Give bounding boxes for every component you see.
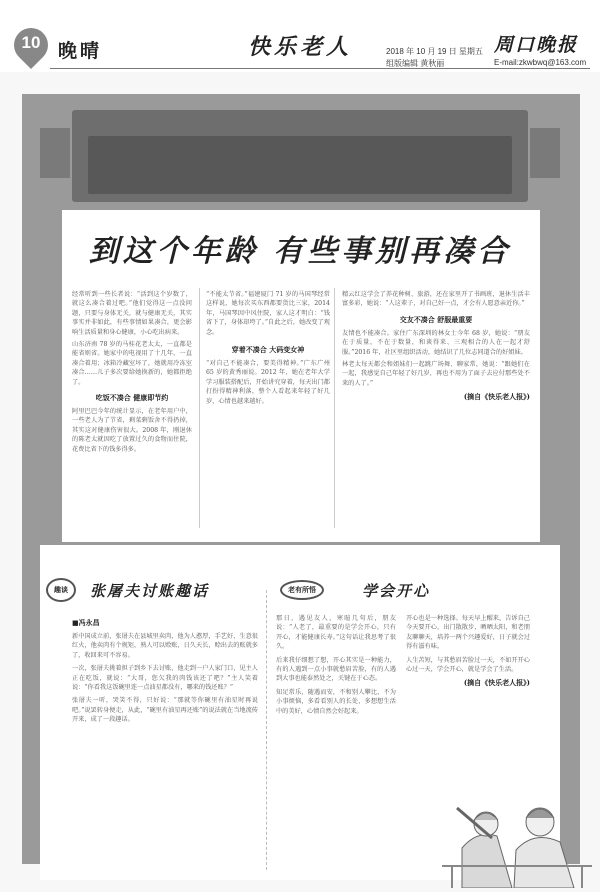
article3-badge: 老有所悟 [280, 580, 324, 600]
paragraph: 人生苦短，与其愁眉苦脸过一天，不如开开心心过一天，学会开心，就是学会了生活。 [406, 656, 530, 674]
paragraph: 阿里巴巴今年的统计显示，在老年用户中，一些老人为了节省，剩菜剩饭舍不得扔掉，其实这对健康伤害很大。2008 年，刚退休的陈老太就因吃了放置过久的食物而住院，花费比省下的钱多得多。 [72, 408, 192, 453]
source-credit: (摘自《快乐老人报》) [463, 392, 530, 402]
paragraph: 新中国成立前，张屠夫在县城里卖肉，他为人憨厚，手艺好，生意很红火，他卖肉有个规矩，熟人可以赊账，日久天长，赊出去的账就多了，收回来可不容易。 [72, 633, 258, 659]
paragraph: 张屠夫一听，哭笑不得，只好说：“那就等你碗里有油星时再说吧。”说罢转身便走，从此，“碗里有油星再还账”的说法就在当地流传开来，成了一段趣话。 [72, 697, 258, 724]
editor-credit: 组版编辑 黄秋丽 [386, 59, 445, 68]
paragraph: 一次，张屠夫挑着担子到乡下去讨账，他走到一户人家门口，见主人正在吃饭，就说：“大哥，您欠我的肉钱该还了吧？”主人笑着说：“你看我这饭碗里连一点油星都没有，哪来的钱还账？” [72, 665, 258, 692]
source-credit: (摘自《快乐老人报》) [463, 678, 530, 688]
article1-column-3 [342, 290, 530, 402]
dateline: 2018 年 10 月 19 日 星期五 [386, 47, 483, 56]
paragraph: 友情也不能凑合。家住广东深圳的林女士今年 68 岁，她说：“朋友在于质量，不在于数量，和谈得来、三观相合的人在一起才舒服。”2016 年，社区里组织活动，她结识了几位志同道合的好姐妹。 [342, 329, 530, 356]
article3-column-1 [276, 614, 396, 716]
headline: 到这个年龄 有些事别再凑合 [88, 234, 512, 269]
subheading: 穿着不凑合 大码变女神 [231, 345, 305, 355]
column-title: 快乐老人 [248, 34, 353, 60]
elderly-couple-illustration [442, 738, 592, 888]
article3-column-2 [406, 614, 530, 688]
newspaper-logo: 周口晚报 [494, 34, 579, 56]
subheading: 交友不凑合 舒服最重要 [399, 314, 473, 324]
article2-body [72, 632, 258, 725]
column-divider [266, 590, 267, 870]
paragraph: 精云红这学会了养花种树、旅游，还在家里开了书画班，退休生活丰富多彩，她说：“人这辈子，对自己好一点，才会有人愿意亲近你。” [342, 291, 530, 308]
article2-author: ■冯永昌 [72, 618, 100, 627]
clip-right-edge [530, 128, 560, 178]
contact-email: E-mail:zkwbwq@163.com [494, 58, 587, 67]
paragraph: 山东济南 78 岁的马桂花老太太，一直都是能省则省。她家中的电视用了十几年，一直凑合着用；冰箱冷藏室坏了，她就用冷冻室凑合……儿子多次要给她换新的，她都拒绝了。 [72, 341, 192, 386]
paragraph: “不能太节省。”福建厦门 71 岁的马国琴经常这样说，她每次买东西都要货比三家，2014 年，马国琴因中风住院，家人这才明白：“钱省下了，身体却垮了。”自此之后，她改变了观念。 [206, 291, 330, 336]
paragraph: 开心也是一种选择。每天早上醒来，告诉自己今天要开心，出门散散步、晒晒太阳，和老朋友聊聊天，培养一两个兴趣爱好，日子就会过得有滋有味。 [406, 615, 530, 651]
section-title: 晚晴 [58, 40, 103, 62]
paragraph: “对自己不能凑合，要美得精神。”广东广州 65 岁的黄秀丽说。2012 年，她在老年大学学习服装搭配后，开始讲究穿着，每天出门都打扮得精神利落，整个人看起来年轻了好几岁，心情也越来越好。 [206, 360, 330, 405]
paragraph: 后来我仔细想了想，开心其实是一种能力，有的人遇到一点小事就愁眉苦脸，有的人遇到大事也能泰然处之，关键在于心态。 [276, 656, 396, 683]
article1-column-2 [206, 290, 330, 406]
article1-column-1 [72, 290, 192, 454]
header-rule [50, 68, 590, 69]
article2-title: 张屠夫讨账趣话 [90, 582, 210, 600]
column-divider [334, 288, 335, 528]
paragraph: 知足常乐，随遇而安，不和别人攀比，不为小事烦恼，多看看别人的长处，多想想生活中的美好，心情自然会好起来。 [276, 688, 396, 715]
article3-title: 学会开心 [362, 582, 431, 600]
subheading: 吃饭不凑合 健康即节约 [95, 393, 169, 403]
paragraph: 经常听到一些长者说：“活到这个岁数了，就这么凑合着过吧。”他们觉得这一点没问题，只要与身体无关，就与健康无关，其实事实并非如此，有些事情如果凑合，更会影响生活质量和身心健康，小心吃出病来。 [72, 291, 192, 336]
paragraph: 那日，遇见友人，寒暄几句后，朋友说：“人老了，最重要的是学会开心，只有开心，才能健康长寿。”这句话让我思考了很久。 [276, 615, 396, 651]
article2-badge: 趣谈 [46, 578, 76, 602]
clipboard-clip-inner [88, 136, 512, 194]
column-divider [199, 288, 200, 528]
page-number: 10 [21, 33, 41, 52]
paragraph: 林老太每天都会和姐妹们一起跳广场舞、聊家常，她说：“跟她们在一起，我感觉自己年轻了好几岁，再也不用为了面子去应付那些处不来的人了。” [342, 361, 530, 387]
clip-left-edge [40, 128, 70, 178]
